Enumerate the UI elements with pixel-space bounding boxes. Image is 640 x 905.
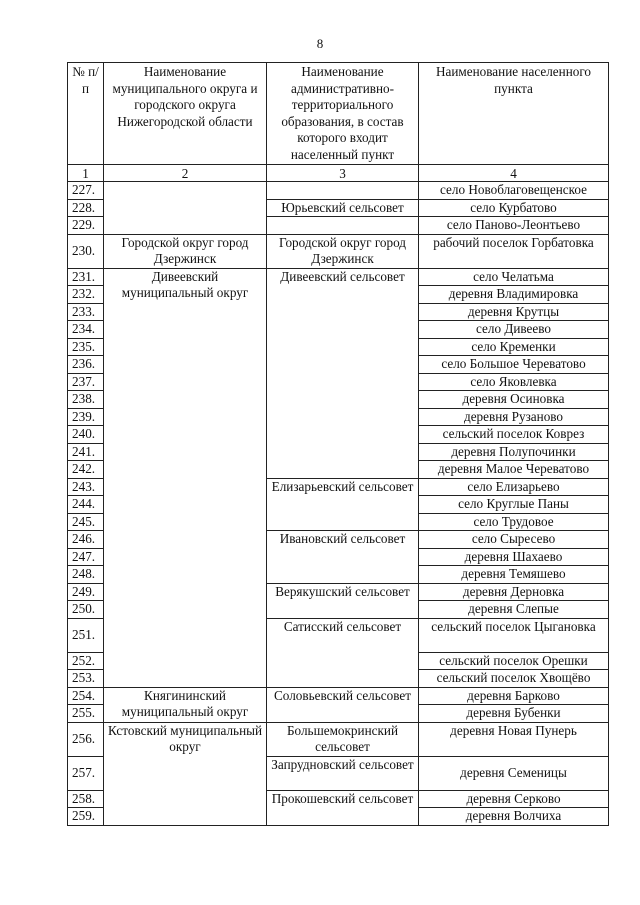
- settlement-cell: деревня Серково: [419, 790, 609, 808]
- settlement-cell: деревня Осиновка: [419, 391, 609, 409]
- row-number: 231.: [68, 268, 104, 286]
- settlement-cell: деревня Дерновка: [419, 583, 609, 601]
- settlement-cell: деревня Темяшево: [419, 566, 609, 584]
- settlement-cell: сельский поселок Орешки: [419, 652, 609, 670]
- admin-cell: Прокошевский сельсовет: [267, 790, 419, 825]
- row-number: 250.: [68, 601, 104, 619]
- row-number: 239.: [68, 408, 104, 426]
- district-cell: [104, 182, 267, 235]
- row-number: 258.: [68, 790, 104, 808]
- row-number: 228.: [68, 199, 104, 217]
- table-row: [68, 182, 609, 200]
- column-number: 1: [68, 165, 104, 182]
- header-num: № п/п: [68, 63, 104, 165]
- column-number: 4: [419, 165, 609, 182]
- settlement-cell: деревня Шахаево: [419, 548, 609, 566]
- row-number: 251.: [68, 618, 104, 652]
- row-number: 229.: [68, 217, 104, 235]
- settlement-cell: деревня Рузаново: [419, 408, 609, 426]
- row-number: 233.: [68, 303, 104, 321]
- table-row: [68, 687, 609, 705]
- row-number: 257.: [68, 756, 104, 790]
- row-number: 234.: [68, 321, 104, 339]
- district-cell: Дивеевский муниципальный округ: [104, 268, 267, 687]
- settlement-cell: село Трудовое: [419, 513, 609, 531]
- settlement-cell: деревня Владимировка: [419, 286, 609, 304]
- row-number: 232.: [68, 286, 104, 304]
- header-settlement: Наименование населенного пункта: [419, 63, 609, 165]
- row-number: 248.: [68, 566, 104, 584]
- settlement-cell: село Сыресево: [419, 531, 609, 549]
- admin-cell: Елизарьевский сельсовет: [267, 478, 419, 531]
- settlement-cell: деревня Слепые: [419, 601, 609, 619]
- settlement-cell: село Дивеево: [419, 321, 609, 339]
- settlements-table: [67, 62, 609, 826]
- settlement-cell: сельский поселок Цыгановка: [419, 618, 609, 652]
- settlement-cell: деревня Семеницы: [419, 756, 609, 790]
- settlement-cell: рабочий поселок Горбатовка: [419, 234, 609, 268]
- admin-cell: [267, 182, 419, 200]
- admin-cell: Соловьевский сельсовет: [267, 687, 419, 722]
- settlement-cell: село Новоблаговещенское: [419, 182, 609, 200]
- admin-cell: Верякушский сельсовет: [267, 583, 419, 618]
- admin-cell: Сатисский сельсовет: [267, 618, 419, 687]
- district-cell: Кстовский муниципальный округ: [104, 722, 267, 825]
- admin-cell: Городской округ город Дзержинск: [267, 234, 419, 268]
- settlement-cell: село Паново-Леонтьево: [419, 217, 609, 235]
- header-district: Наименование муниципального округа и городского округа Нижегородской области: [104, 63, 267, 165]
- row-number: 230.: [68, 234, 104, 268]
- admin-cell: Дивеевский сельсовет: [267, 268, 419, 478]
- settlement-cell: деревня Малое Череватово: [419, 461, 609, 479]
- row-number: 252.: [68, 652, 104, 670]
- row-number: 254.: [68, 687, 104, 705]
- district-cell: Городской округ город Дзержинск: [104, 234, 267, 268]
- admin-cell: Юрьевский сельсовет: [267, 199, 419, 217]
- settlement-cell: село Челатьма: [419, 268, 609, 286]
- settlement-cell: деревня Волчиха: [419, 808, 609, 826]
- settlement-cell: деревня Полупочинки: [419, 443, 609, 461]
- row-number: 235.: [68, 338, 104, 356]
- row-number: 242.: [68, 461, 104, 479]
- row-number: 253.: [68, 670, 104, 688]
- row-number: 246.: [68, 531, 104, 549]
- table-row: [68, 234, 609, 268]
- column-number: 3: [267, 165, 419, 182]
- row-number: 240.: [68, 426, 104, 444]
- settlement-cell: село Елизарьево: [419, 478, 609, 496]
- row-number: 256.: [68, 722, 104, 756]
- header-admin: Наименование административно-территориального образования, в состав которого входит населенный пункт: [267, 63, 419, 165]
- table-row: [68, 722, 609, 756]
- row-number: 259.: [68, 808, 104, 826]
- settlement-cell: село Яковлевка: [419, 373, 609, 391]
- settlement-cell: деревня Барково: [419, 687, 609, 705]
- row-number: 247.: [68, 548, 104, 566]
- row-number: 243.: [68, 478, 104, 496]
- settlement-cell: село Курбатово: [419, 199, 609, 217]
- settlement-cell: село Круглые Паны: [419, 496, 609, 514]
- settlement-cell: деревня Крутцы: [419, 303, 609, 321]
- settlement-cell: село Большое Череватово: [419, 356, 609, 374]
- row-number: 249.: [68, 583, 104, 601]
- admin-cell: Большемокринский сельсовет: [267, 722, 419, 756]
- page-number: 8: [316, 36, 324, 51]
- settlement-cell: сельский поселок Коврез: [419, 426, 609, 444]
- district-cell: Княгининский муниципальный округ: [104, 687, 267, 722]
- settlement-cell: село Кременки: [419, 338, 609, 356]
- row-number: 241.: [68, 443, 104, 461]
- settlement-cell: сельский поселок Хвощёво: [419, 670, 609, 688]
- admin-cell: [267, 217, 419, 235]
- column-number: 2: [104, 165, 267, 182]
- row-number: 237.: [68, 373, 104, 391]
- table-row: [68, 268, 609, 286]
- row-number: 244.: [68, 496, 104, 514]
- settlement-cell: деревня Новая Пунерь: [419, 722, 609, 756]
- row-number: 227.: [68, 182, 104, 200]
- row-number: 255.: [68, 705, 104, 723]
- row-number: 245.: [68, 513, 104, 531]
- row-number: 236.: [68, 356, 104, 374]
- settlement-cell: деревня Бубенки: [419, 705, 609, 723]
- admin-cell: Ивановский сельсовет: [267, 531, 419, 584]
- row-number: 238.: [68, 391, 104, 409]
- admin-cell: Запрудновский сельсовет: [267, 756, 419, 790]
